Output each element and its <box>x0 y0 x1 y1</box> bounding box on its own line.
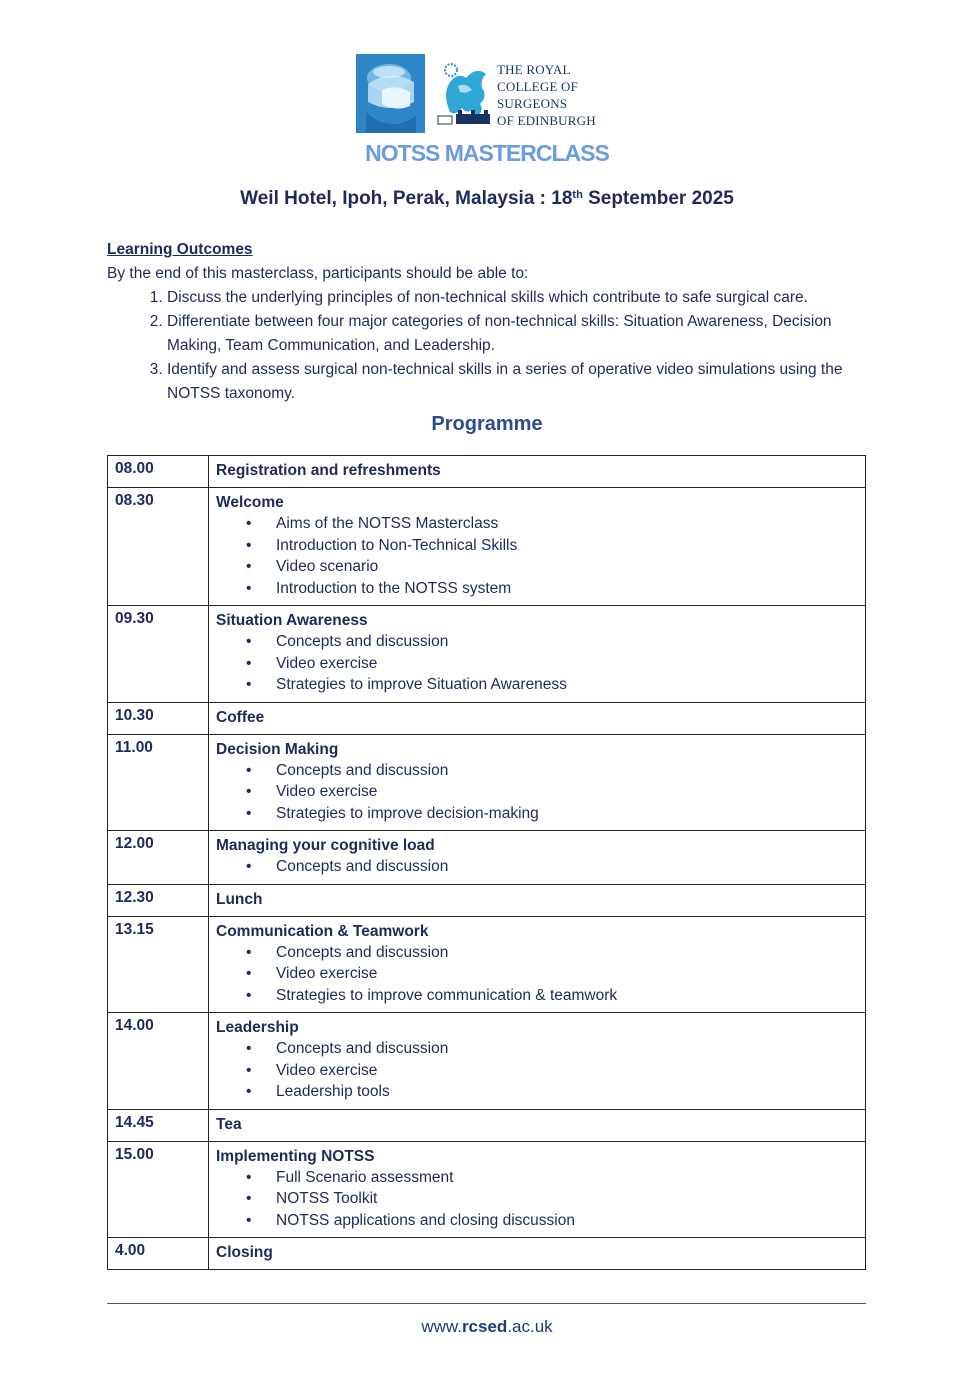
session-topics <box>216 942 858 1007</box>
session-topic-item: • Video exercise <box>276 781 858 803</box>
session-title: Coffee <box>216 708 265 726</box>
session-topic-item: • Concepts and discussion <box>276 760 858 782</box>
session-details <box>209 488 866 606</box>
table-row <box>108 884 866 916</box>
session-time: 14.45 <box>108 1109 209 1141</box>
session-time: 10.30 <box>108 702 209 734</box>
table-row <box>108 488 866 606</box>
venue-prefix: Weil Hotel, Ipoh, Perak, Malaysia : 18 <box>240 188 573 209</box>
learning-outcomes-intro: By the end of this masterclass, participants should be able to: <box>107 265 529 282</box>
session-topic-item: • Leadership tools <box>276 1081 858 1103</box>
session-topics <box>216 1038 858 1103</box>
table-row <box>108 606 866 703</box>
session-title: Managing your cognitive load <box>216 837 435 854</box>
programme-heading: Programme <box>431 413 543 435</box>
session-details <box>209 884 866 916</box>
session-details <box>209 702 866 734</box>
session-title: Closing <box>216 1244 273 1261</box>
table-row <box>108 1141 866 1238</box>
session-topic-item: • Concepts and discussion <box>276 631 858 653</box>
college-line-2: COLLEGE OF <box>497 79 579 94</box>
college-crest-image <box>436 60 494 126</box>
programme-table <box>107 455 866 1270</box>
table-row <box>108 702 866 734</box>
table-row <box>108 734 866 831</box>
table-row <box>108 1238 866 1270</box>
session-topic-item: • Strategies to improve communication & teamwork <box>276 985 858 1007</box>
session-time: 14.00 <box>108 1013 209 1110</box>
session-details <box>209 1109 866 1141</box>
session-topics <box>216 760 858 825</box>
session-time: 09.30 <box>108 606 209 703</box>
session-topic-item: • Full Scenario assessment <box>276 1167 858 1189</box>
session-title: Situation Awareness <box>216 612 368 629</box>
session-time: 08.00 <box>108 456 209 488</box>
table-row <box>108 456 866 488</box>
footer-url-bold: rcsed <box>461 1317 508 1336</box>
footer-url-prefix: www. <box>421 1317 462 1336</box>
table-row <box>108 1013 866 1110</box>
college-name <box>497 61 596 129</box>
session-title: Registration and refreshments <box>216 462 441 479</box>
footer-url[interactable] <box>0 1317 958 1337</box>
session-topic-item: • Strategies to improve Situation Awareness <box>276 674 858 696</box>
college-line-3: SURGEONS <box>497 96 568 111</box>
page-title: NOTSS MASTERCLASS <box>365 140 609 166</box>
table-row <box>108 831 866 885</box>
session-title: Decision Making <box>216 740 339 758</box>
college-line-1: THE ROYAL <box>497 62 571 77</box>
session-topic-item: • Aims of the NOTSS Masterclass <box>276 513 858 535</box>
venue-ordinal: th <box>572 189 583 201</box>
session-topic-item: • NOTSS applications and closing discussion <box>276 1210 858 1232</box>
session-time: 13.15 <box>108 916 209 1013</box>
session-details <box>209 916 866 1013</box>
table-row <box>108 1109 866 1141</box>
notss-logo-image <box>356 54 425 133</box>
footer-url-suffix: .ac.uk <box>507 1317 553 1336</box>
venue-date <box>0 188 958 210</box>
session-title: Lunch <box>216 890 263 908</box>
session-details <box>209 1141 866 1238</box>
learning-outcome-item: 1. Discuss the underlying principles of non-technical skills which contribute to safe surgical care. <box>167 286 877 310</box>
session-details <box>209 734 866 831</box>
session-details <box>209 831 866 885</box>
session-topics <box>216 856 858 878</box>
session-details <box>209 456 866 488</box>
session-time: 4.00 <box>108 1238 209 1270</box>
session-details <box>209 1013 866 1110</box>
learning-outcome-item: 3. Identify and assess surgical non-technical skills in a series of operative video simulations using the NOTSS taxonomy. <box>167 358 877 406</box>
session-title: Tea <box>216 1115 242 1133</box>
session-topic-item: • Concepts and discussion <box>276 942 858 964</box>
session-title: Leadership <box>216 1019 299 1036</box>
header-logos <box>356 54 606 134</box>
learning-outcomes-list <box>107 286 877 406</box>
session-title: Communication & Teamwork <box>216 922 429 940</box>
college-line-4: OF EDINBURGH <box>497 113 596 128</box>
session-time: 12.30 <box>108 884 209 916</box>
session-title: Welcome <box>216 494 284 511</box>
session-topics <box>216 1167 858 1232</box>
session-time: 11.00 <box>108 734 209 831</box>
session-topic-item: • Introduction to the NOTSS system <box>276 578 858 600</box>
session-topic-item: • Concepts and discussion <box>276 856 858 878</box>
session-topic-item: • Video scenario <box>276 556 858 578</box>
session-title: Implementing NOTSS <box>216 1147 375 1165</box>
session-topic-item: • Introduction to Non-Technical Skills <box>276 535 858 557</box>
session-topics <box>216 513 858 599</box>
table-row <box>108 916 866 1013</box>
session-topic-item: • Video exercise <box>276 1060 858 1082</box>
session-details <box>209 1238 866 1270</box>
learning-outcome-item: 2. Differentiate between four major categories of non-technical skills: Situation Awareness, Decision Making, Team Communication, and Leadership. <box>167 310 877 358</box>
venue-suffix: September 2025 <box>582 188 734 209</box>
session-topic-item: • Strategies to improve decision-making <box>276 803 858 825</box>
session-time: 15.00 <box>108 1141 209 1238</box>
session-time: 12.00 <box>108 831 209 885</box>
footer-divider <box>107 1303 866 1304</box>
session-topics <box>216 631 858 696</box>
session-time: 08.30 <box>108 488 209 606</box>
session-topic-item: • NOTSS Toolkit <box>276 1188 858 1210</box>
session-details <box>209 606 866 703</box>
learning-outcomes-heading: Learning Outcomes <box>107 241 253 258</box>
session-topic-item: • Concepts and discussion <box>276 1038 858 1060</box>
session-topic-item: • Video exercise <box>276 963 858 985</box>
session-topic-item: • Video exercise <box>276 653 858 675</box>
learning-outcomes <box>107 238 877 406</box>
